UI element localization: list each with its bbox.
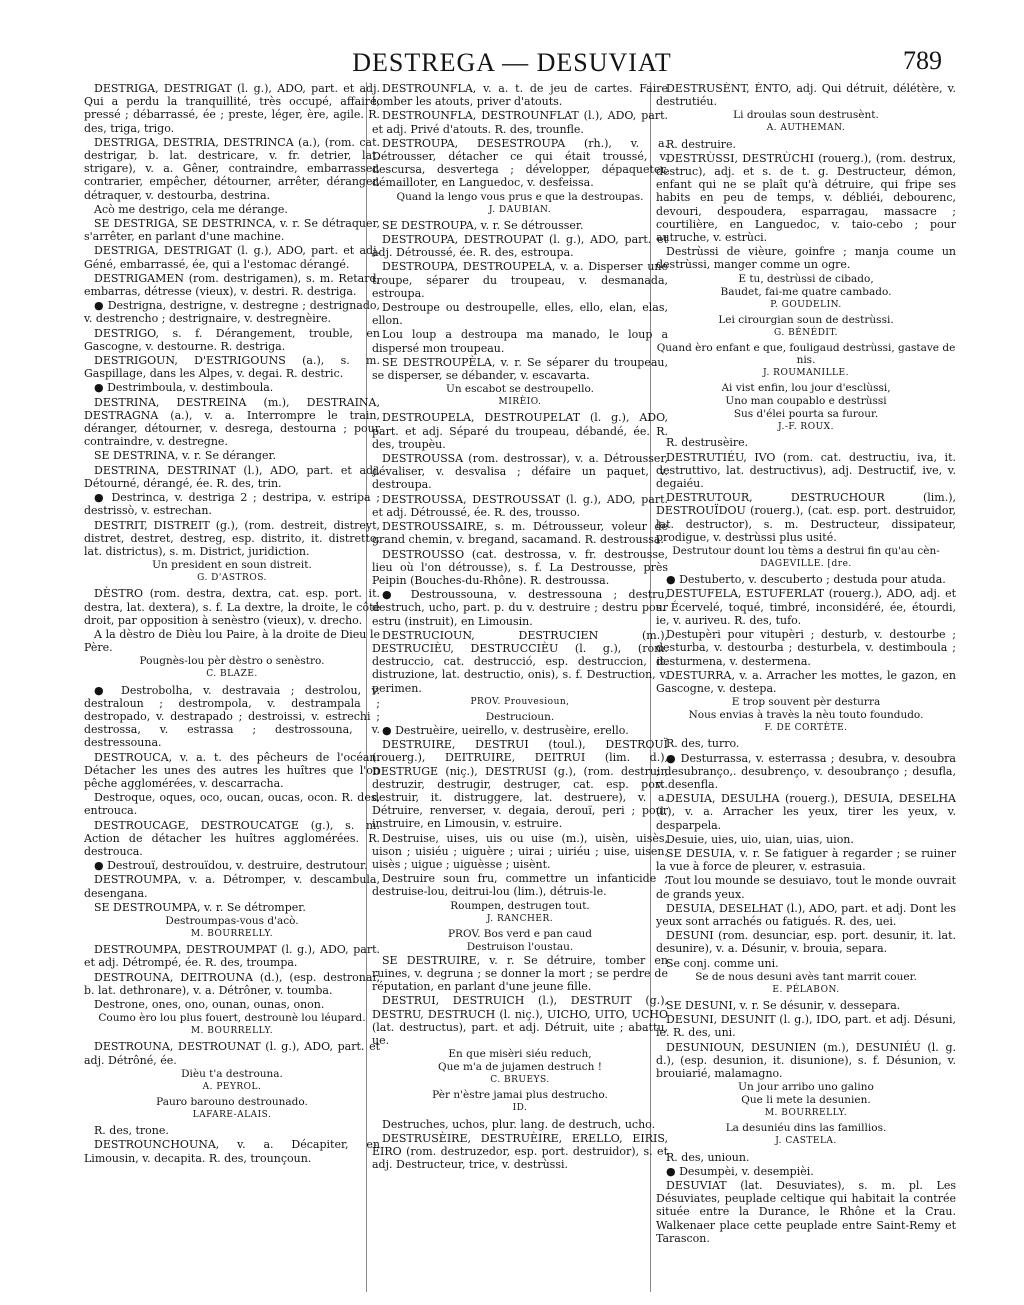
quotation-line: Quand èro enfant e que, fouligaud destrùssi, gastave de nis. <box>656 342 956 367</box>
dictionary-entry: Destupèri pour vitupèri ; desturb, v. destourbe ; desturba, v. destourba ; desturbela, v. destimboula ; desturmena, v. destermena. <box>656 628 956 668</box>
dictionary-entry: SE DESTRINA, v. r. Se déranger. <box>94 449 277 463</box>
text-column-left <box>84 82 380 1292</box>
dictionary-entry: DESTRIGA, DESTRIGAT (l. g.), ADO, part. et adj. Qui a perdu la tranquillité, très occupé, affairé, pressé ; débarrassé, ée ; preste, léger, ère, agile. R. des, triga, trigo. <box>84 82 380 135</box>
dictionary-entry: Tout lou mounde se desuiavo, tout le monde ouvrait de grands yeux. <box>656 874 956 901</box>
quotation-line: E tu, destrùssi de cibado, <box>738 272 874 285</box>
dictionary-entry: Destroupe ou destroupelle, elles, ello, elan, elas, ellon. <box>372 301 668 328</box>
dictionary-entry: Destrone, ones, ono, ounan, ounas, onon. <box>94 998 325 1011</box>
dictionary-entry: SE DESTROUPÈLA, v. r. Se séparer du troupeau, se disperser, se débander, v. escavarta. <box>372 355 668 383</box>
dictionary-entry: DESTROUSSA (rom. destrossar), v. a. Détrousser, dévaliser, v. desvalisa ; défaire un paquet, v. destroupa. <box>372 452 668 492</box>
citation-source: LAFARE-ALAIS. <box>192 1110 272 1121</box>
page-number: 789 <box>903 46 942 75</box>
citation-source: J. ROUMANILLE. <box>763 368 849 379</box>
quotation-line: En que misèri siéu reduch, <box>448 1048 592 1061</box>
quotation-line: Li droulas soun destrusènt. <box>733 109 879 122</box>
dictionary-entry: SE DESTROUPA, v. r. Se détrousser. <box>382 218 584 232</box>
citation-source: P. GOUDELIN. <box>770 299 842 310</box>
dictionary-entry: DESTROUPA, DESESTROUPA (rh.), v. a. Détrousser, détacher ce qui était troussé, v. descursa, desvertega ; développer, dépaqueter, démailloter, en Languedoc, v. desfeissa. <box>372 136 668 190</box>
dictionary-entry: DESTROUSSO (cat. destrossa, v. fr. destrousse, lieu où l'on détrousse), s. f. La Destrousse, près Peipin (Bouches-du-Rhône). R. destroussa. <box>372 547 668 587</box>
citation-source: MIRÈIO. <box>498 397 542 408</box>
citation-source: C. BRUEYS. <box>490 1075 550 1086</box>
dictionary-entry: DESTRIGA, DESTRIA, DESTRINCA (a.), (rom. cat. destrigar, b. lat. destricare, v. fr. detrier, lat. strigare), v. a. Gêner, contraindre, embarrasser, contrarier, empêcher, détourner, arrêter, déranger, détraquer, v. destourba, destrina. <box>84 135 380 202</box>
quotation-line: PROV. Bos verd e pan caud <box>447 927 593 940</box>
dictionary-entry: DESTROUCAGE, DESTROUCATGE (g.), s. m. Action de détacher les huîtres agglomérées. R. destrouca. <box>84 818 380 858</box>
quotation-line: Pèr n'èstre jamai plus destrucho. <box>432 1089 608 1102</box>
quotation-line: Pauro barouno destrounado. <box>156 1096 308 1109</box>
citation-source: M. BOURRELLY. <box>190 1026 274 1037</box>
dictionary-entry: DESTRIGO, s. f. Dérangement, trouble, en Gascogne, v. destourne. R. destriga. <box>84 326 380 353</box>
dictionary-entry: DESTRIGA, DESTRIGAT (l. g.), ADO, part. et adj. Géné, embarrassé, ée, qui a l'estomac dérangé. <box>84 244 380 271</box>
citation-source: J. DAUBIAN. <box>488 204 552 215</box>
page-header <box>80 40 944 80</box>
text-column-right <box>656 82 956 1292</box>
citation-source: J. RANCHER. <box>486 913 554 924</box>
quotation-line: Destroumpas-vous d'acò. <box>165 914 299 927</box>
quotation-line: La desuniéu dins las famillios. <box>725 1122 887 1135</box>
dictionary-entry: DESTROUCA, v. a. t. des pêcheurs de l'océan. Détacher les unes des autres les huîtres que l'on pêche agglomérées, v. descarracha. <box>84 750 380 790</box>
quotation-line: Destrucioun. <box>485 710 555 723</box>
dictionary-entry: ● Destrimboula, v. destimboula. <box>94 381 274 395</box>
citation-source: F. DE CORTÈTE. <box>764 723 848 734</box>
dictionary-entry: DESTROUNFLA, DESTROUNFLAT (l.), ADO, part. et adj. Privé d'atouts. R. des, trounfle. <box>372 109 668 136</box>
dictionary-entry: SE DESTRIGA, SE DESTRINCA, v. r. Se détraquer, s'arrêter, en parlant d'une machine. <box>84 217 380 244</box>
citation-source: M. BOURRELLY. <box>764 1108 848 1119</box>
quotation-line: Sus d'élei pourta sa furour. <box>733 408 879 421</box>
dictionary-entry: SE DESUNI, v. r. Se désunir, v. dessepara. <box>666 998 901 1012</box>
dictionary-entry: DESUNI, DESUNIT (l. g.), IDO, part. et adj. Désuni, ie. R. des, uni. <box>656 1013 956 1040</box>
dictionary-entry: Lou loup a destroupa ma manado, le loup a dispersé mon troupeau. <box>372 328 668 355</box>
quotation-line: Lei cirourgian soun de destrùssi. <box>718 313 894 326</box>
citation-source: A. PEYROL. <box>202 1081 262 1092</box>
dictionary-entry: DESTRUSÈIRE, DESTRUÈIRE, ERELLO, EIRIS, ÈIRO (rom. destruzedor, esp. port. destruidor), s. et adj. Destructeur, trice, v. destrùssi. <box>372 1131 668 1172</box>
dictionary-entry: DESTRUIRE, DESTRUI (toul.), DESTROUÏ (rouerg.), DEITRUIRE, DEITRUI (lim. d.), DESTRUGE (niç.), DESTRUSI (g.), (rom. destruir, destruzir, destrugir, destruger, cat. esp. port. destruir, it. distruggere, lat. destruere), v. a. Détruire, renverser, v. degaia, derouï, peri ; pour instruire, en Limousin, v. estruire. <box>372 738 668 831</box>
dictionary-entry: DESTROUMPA, v. a. Détromper, v. descambula, desengana. <box>84 873 380 900</box>
dictionary-entry: ● Destrinca, v. destriga 2 ; destripa, v. estripa ; destrissò, v. estrechan. <box>84 491 380 518</box>
quotation-line: Destrutour dount lou tèms a destrui fin qu'au cèn- <box>672 545 940 558</box>
dictionary-entry: ● Destruèire, ueirello, v. destrusèire, erello. <box>382 723 629 737</box>
dictionary-entry: R. des, turro. <box>666 737 740 751</box>
dictionary-entry: R. destrusèire. <box>666 436 749 450</box>
citation-source: ID. <box>512 1103 528 1114</box>
quotation-line: Coumo èro lou plus fouert, destrounè lou léupard. <box>98 1012 366 1025</box>
dictionary-entry: Destruire soun fru, commettre un infanticide ; destruise-lou, deitrui-lou (lim.), détruis-le. <box>372 872 668 899</box>
text-column-middle <box>372 82 668 1292</box>
dictionary-entry: DESTRINA, DESTRINAT (l.), ADO, part. et adj. Détourné, dérangé, ée. R. des, trin. <box>84 463 380 490</box>
quotation-line: Roumpen, destrugen tout. <box>450 899 590 912</box>
quotation-line: Ai vist enfin, lou jour d'esclùssi, <box>721 382 891 395</box>
dictionary-entry: ● Desturrassa, v. esterrassa ; desubra, v. desoubra ; desubranço,. desubrenço, v. desoubranço ; desufla, v. desenfla. <box>656 751 956 791</box>
dictionary-entry: DESTROUPA, DESTROUPAT (l. g.), ADO, part. et adj. Détroussé, ée. R. des, estroupa. <box>372 233 668 260</box>
dictionary-entry: DESTURRA, v. a. Arracher les mottes, le gazon, en Gascogne, v. destepa. <box>656 668 956 695</box>
quotation-line: Que li mete la desunien. <box>741 1094 871 1107</box>
dictionary-entry: DESTUFELA, ESTUFERLAT (rouerg.), ADO, adj. et s. Écervelé, toqué, timbré, inconsidéré, ée, étourdi, ie, v. auriveu. R. des, tufo. <box>656 587 956 627</box>
dictionary-entry: SE DESUIA, v. r. Se fatiguer à regarder ; se ruiner la vue à force de pleurer, v. estrasuia. <box>656 846 956 874</box>
dictionary-entry: DESTRUCIOUN, DESTRUCIEN (m.), DESTRUCIÈU, DESTRUCCIÈU (l. g.), (rom. destruccio, cat. destrucció, esp. destruccion, it. distruzione, lat. destructio, onis), s. f. Destruction, v. perimen. <box>372 628 668 695</box>
dictionary-entry: DESTRIGOUN, D'ESTRIGOUNS (a.), s. m. Gaspillage, dans les Alpes, v. degai. R. destric. <box>84 354 380 381</box>
dictionary-entry: DÈSTRO (rom. destra, dextra, cat. esp. port. it. destra, lat. dextera), s. f. La dextre, la droite, le côté droit, par opposition à senèstro (vieux), v. drecho. <box>84 587 380 627</box>
dictionary-entry: DESUVIAT (lat. Desuviates), s. m. pl. Les Désuviates, peuplade celtique qui habitait la contrée située entre la Durance, le Rhône et la Crau. Walkenaer place cette peuplade entre Saint-Remy et Tarascon. <box>656 1179 956 1245</box>
dictionary-entry: ● Destuberto, v. descuberto ; destuda pour atuda. <box>666 573 946 587</box>
citation-source: PROV. Prouvesioun, <box>470 696 570 707</box>
dictionary-entry: DESTRUTIÉU, IVO (rom. cat. destructiu, iva, it. destruttivo, lat. destructivus), adj. Destructif, ive, v. degaiéu. <box>656 450 956 491</box>
dictionary-entry: ● Destrobolha, v. destravaia ; destrolou, v. destraloun ; destrompola, v. destrampala ; destropado, v. destrapado ; destroissi, v. estrechi ; destrossa, v. estrassa ; destrossouna, v. destressouna. <box>84 683 380 750</box>
citation-source: C. BLAZE. <box>206 669 258 680</box>
dictionary-entry: Destruise, uises, uis ou uise (m.), uisèn, uisès, uison ; uisiéu ; uiguère ; uirai ; uiriéu ; uise, uisen, uisès ; uigue ; uiguèsse ; uisènt. <box>372 831 668 871</box>
quotation-line: Se de nous desuni avès tant marrit couer. <box>695 970 917 983</box>
dictionary-entry: ● Destrigna, destrigne, v. destregne ; destrignado, v. destrencho ; destrignaire, v. destregnèire. <box>84 299 380 326</box>
dictionary-entry: DESTRIT, DISTREIT (g.), (rom. destreit, distreyt, distret, destret, destreg, esp. distrito, it. distretto, lat. districtus), s. m. District, juridiction. <box>84 518 380 558</box>
dictionary-entry: DESUIA, DESELHAT (l.), ADO, part. et adj. Dont les yeux sont arrachés ou fatigués. R. des, uei. <box>656 901 956 928</box>
dictionary-entry: Destroque, oques, oco, oucan, oucas, ocon. R. des, entrouca. <box>84 791 380 818</box>
dictionary-entry: R. destruire. <box>666 137 737 151</box>
dictionary-entry: ● Desumpèi, v. desempièi. <box>666 1164 814 1178</box>
quotation-line: Nous envias à travès la nèu touto foundudo. <box>688 709 924 722</box>
citation-source: M. BOURRELLY. <box>190 928 274 939</box>
citation-source: A. AUTHEMAN. <box>766 123 846 134</box>
quotation-line: Pougnès-lou pèr dèstro o senèstro. <box>139 655 325 668</box>
dictionary-entry: DESTRUSÈNT, ÈNTO, adj. Qui détruit, délétère, v. destrutiéu. <box>656 82 956 109</box>
dictionary-entry: DESTRÙSSI, DESTRÙCHI (rouerg.), (rom. destrux, destruc), adj. et s. de t. g. Destructeur, démon, enfant qui ne se plaît qu'à détruire, qui fripe ses habits en peu de temps, v. débliéi, debourenc, devouri, despoudera, esparragau, massacre ; courtilière, en Languedoc, v. taio-cebo ; pour autruche, v. estrùci. <box>656 151 956 245</box>
quotation-line: Destruison l'oustau. <box>466 940 574 953</box>
quotation-line: Que m'a de jujamen destruch ! <box>438 1061 602 1074</box>
dictionary-entry: DESTROUPA, DESTROUPELA, v. a. Disperser une troupe, séparer du troupeau, v. desmanada, estroupa. <box>372 260 668 300</box>
dictionary-entry: Destruches, uchos, plur. lang. de destruch, ucho. <box>382 1117 656 1131</box>
dictionary-entry: DESTRUI, DESTRUICH (l.), DESTRUIT (g.), DESTRU, DESTRUCH (l. niç.), UICHO, UITO, UCHO (lat. destructus), part. et adj. Détruit, uite ; abattu, ue. <box>372 994 668 1047</box>
dictionary-entry: DESUIA, DESULHA (rouerg.), DESUIA, DESELHA (l.), v. a. Arracher les yeux, tirer les yeux, v. desparpela. <box>656 792 956 832</box>
citation-source: E. PÉLABON. <box>772 984 840 995</box>
dictionary-entry: DESTROUNCHOUNA, v. a. Décapiter, en Limousin, v. decapita. R. des, trounçoun. <box>84 1138 380 1165</box>
quotation-line: Uno man coupablo e destrùssi <box>725 395 887 408</box>
citation-source: J.-F. ROUX. <box>778 422 834 433</box>
dictionary-entry: DESUNIOUN, DESUNIEN (m.), DESUNIÉU (l. g. d.), (esp. desunion, it. disunione), s. f. Désunion, v. brouiarié, malamagno. <box>656 1040 956 1080</box>
dictionary-entry: DESTRIGAMEN (rom. destrigamen), s. m. Retard, embarras, détresse (vieux), v. destri. R. destriga. <box>84 271 380 299</box>
dictionary-entry: Desuie, uies, uio, uian, uias, uion. <box>666 832 854 846</box>
dictionary-entry: A la dèstro de Dièu lou Paire, à la droite de Dieu le Père. <box>84 627 380 655</box>
dictionary-entry: SE DESTRUIRE, v. r. Se détruire, tomber en ruines, v. degruna ; se donner la mort ; se perdre de réputation, en parlant d'une jeune fille. <box>372 953 668 994</box>
quotation-line: E trop souvent pèr desturra <box>731 696 881 709</box>
dictionary-entry: DESTRUTOUR, DESTRUCHOUR (lim.), DESTROUÏDOU (rouerg.), (cat. esp. port. destruidor, lat. destructor), s. m. Destructeur, dissipateur, prodigue, v. destrùssi plus usité. <box>656 491 956 544</box>
running-title: DESTREGA — DESUVIAT <box>352 48 672 77</box>
dictionary-entry: R. des, unioun. <box>666 1150 750 1164</box>
dictionary-entry: SE DESTROUMPA, v. r. Se détromper. <box>94 900 306 914</box>
quotation-line: Dièu t'a destrouna. <box>181 1067 283 1080</box>
dictionary-entry: DESTROUMPA, DESTROUMPAT (l. g.), ADO, part. et adj. Détrompé, ée. R. des, troumpa. <box>84 943 380 970</box>
dictionary-entry: ● Destroussouna, v. destressouna ; destru, destruch, ucho, part. p. du v. destruire ; destru pour estru (instruit), en Limousin. <box>372 588 668 628</box>
dictionary-entry: Se conj. comme uni. <box>666 956 779 970</box>
citation-source: G. BÉNÉDIT. <box>773 327 839 338</box>
quotation-line: Un jour arribo uno galino <box>738 1081 874 1094</box>
dictionary-entry: DESTROUNFLA, v. a. t. de jeu de cartes. Faire tomber les atouts, priver d'atouts. <box>372 82 668 109</box>
quotation-line: Un president en soun distreit. <box>152 559 312 572</box>
dictionary-entry: DESTROUNA, DEITROUNA (d.), (esp. destronar, b. lat. dethronare), v. a. Détrôner, v. toumba. <box>84 970 380 997</box>
quotation-line: Baudet, fai-me quatre cambado. <box>720 285 892 298</box>
dictionary-entry: DESTROUNA, DESTROUNAT (l. g.), ADO, part. et adj. Détrôné, ée. <box>84 1040 380 1067</box>
dictionary-entry: Acò me destrigo, cela me dérange. <box>94 202 288 216</box>
dictionary-entry: DESTRINA, DESTREINA (m.), DESTRAINA, DESTRAGNA (a.), v. a. Interrompre le train, déranger, détourner, v. desrega, destourna ; pour contraindre, v. destregne. <box>84 395 380 449</box>
quotation-line: Un escabot se destroupello. <box>445 383 594 396</box>
dictionary-entry: DESTROUPELA, DESTROUPELAT (l. g.), ADO, part. et adj. Séparé du troupeau, débandé, ée. R. des, troupèu. <box>372 411 668 451</box>
dictionary-entry: R. des, trone. <box>94 1124 169 1138</box>
quotation-line: Quand la lengo vous prus e que la destroupas. <box>396 190 644 203</box>
citation-source: DAGEVILLE. [dre. <box>760 559 852 570</box>
citation-source: J. CASTELA. <box>775 1136 837 1147</box>
dictionary-entry: ● Destrouï, destrouïdou, v. destruire, destrutour. <box>94 859 368 873</box>
dictionary-entry: DESTROUSSA, DESTROUSSAT (l. g.), ADO, part. et adj. Détroussé, ée. R. des, trousso. <box>372 492 668 519</box>
dictionary-entry: DESTROUSSAIRE, s. m. Détrousseur, voleur de grand chemin, v. bregand, sacamand. R. destroussa. <box>372 520 668 547</box>
dictionary-entry: Destrùssi de vièure, goinfre ; manja coume un destrùssi, manger comme un ogre. <box>656 245 956 272</box>
citation-source: G. D'ASTROS. <box>197 573 267 584</box>
dictionary-entry: DESUNI (rom. desunciar, esp. port. desunir, it. lat. desunire), v. a. Désunir, v. brouia, separa. <box>656 929 956 956</box>
